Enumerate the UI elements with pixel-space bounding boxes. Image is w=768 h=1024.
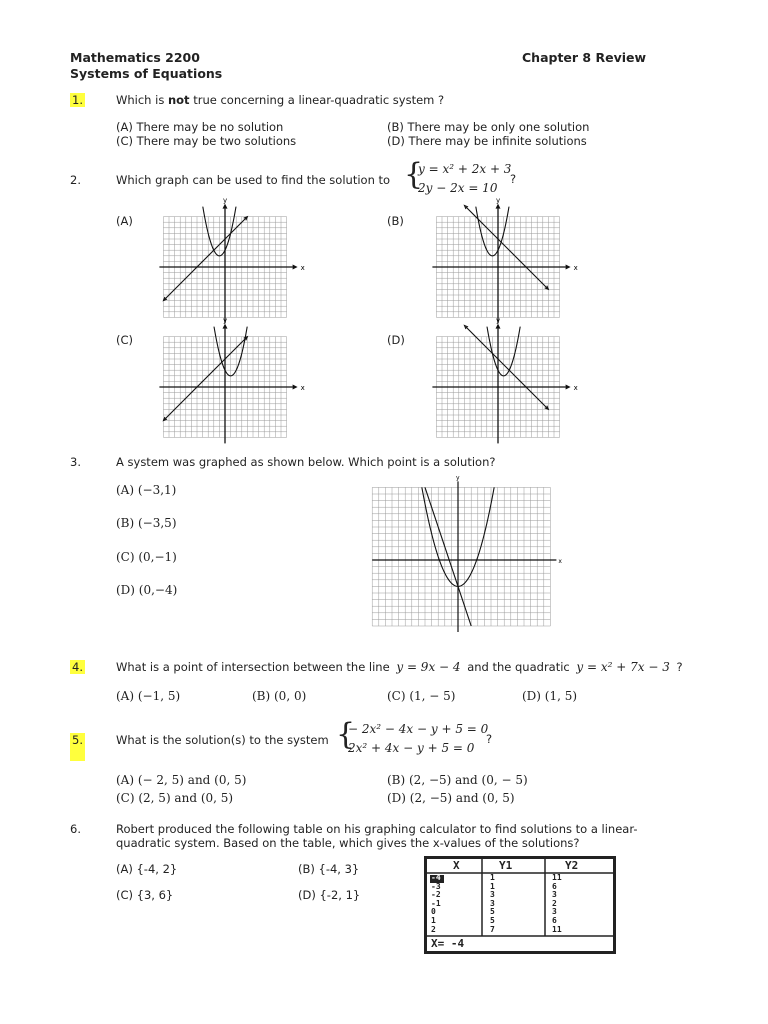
q5-option-c: (C) (2, 5) and (0, 5) [116,791,234,805]
q5-equation-1: − 2x² − 4x − y + 5 = 0 [348,722,489,736]
q3-number: 3. [70,455,81,469]
table-cell-y1: 1 [490,881,495,891]
table-cell-y1: 5 [490,915,495,925]
x-axis-label: x [573,384,578,392]
q1-text: Which is not true concerning a linear-quadratic system ? [116,93,445,107]
q2-label-a: (A) [116,214,133,228]
linear-line [163,337,247,421]
q1-option-b: (B) There may be only one solution [387,120,590,134]
x-axis-label: x [300,264,305,272]
y-axis-label: y [456,474,460,482]
q6-text-line-1: Robert produced the following table on his graphing calculator to find solutions to a linear- [116,822,638,836]
q4-quadratic-equation: y = x² + 7x − 3 [576,660,670,674]
q2-equation-2: 2y − 2x = 10 [418,181,498,195]
q5-option-b: (B) (2, −5) and (0, − 5) [387,773,528,787]
x-axis-label: x [573,264,578,272]
q1-option-a: (A) There may be no solution [116,120,284,134]
q5-text: What is the solution(s) to the system [116,733,329,747]
table-cell-y2: 11 [552,873,562,882]
linear-line [464,325,548,409]
q2-graph-d [428,316,578,445]
q2-brace: { [404,157,424,192]
q4-option-a: (A) (−1, 5) [116,689,181,703]
table-column-y2 [552,874,562,934]
q3-option-d: (D) (0,−4) [116,583,178,597]
q6-number: 6. [70,822,81,836]
table-cell-y1: 7 [490,924,495,934]
q5-qmark: ? [486,732,493,746]
q5-brace: { [336,717,356,752]
table-cell-y2: 11 [552,924,562,934]
q4-number: 4. [72,660,83,674]
q1-option-d: (D) There may be infinite solutions [387,134,587,148]
table-cell-x: -1 [431,898,441,908]
y-axis-label: y [496,316,501,325]
table-cell-y1: 3 [490,898,495,908]
table-cell-x: -4 [431,873,441,882]
y-axis-label: y [223,316,228,325]
x-axis-label: x [300,384,305,392]
q3-option-b: (B) (−3,5) [116,516,177,530]
linear-line [163,217,247,301]
table-header-y2: Y2 [565,859,579,872]
table-cell-x: -2 [431,890,441,900]
table-cell-y2: 2 [552,898,557,908]
calculator-table [424,856,616,954]
table-header-y1: Y1 [499,859,513,872]
q2-qmark: ? [510,172,517,186]
q2-graph-a [155,196,305,325]
table-column-x [431,874,441,934]
q2-label-b: (B) [387,214,404,228]
q2-graph-c [155,316,305,445]
x-axis-arrow [566,385,571,390]
q2-label-d: (D) [387,333,405,347]
q4-option-d: (D) (1, 5) [522,689,578,703]
course-title: Mathematics 2200 [70,50,200,65]
q6-option-c: (C) {3, 6} [116,888,174,902]
q2-label-c: (C) [116,333,134,347]
table-cell-y1: 1 [490,873,495,882]
x-axis-arrow [293,265,298,270]
table-cell-y1: 5 [490,907,495,917]
q2-graph-b [428,196,578,325]
x-axis-arrow [293,385,298,390]
q3-option-a: (A) (−3,1) [116,483,177,497]
table-cell-x: 0 [431,907,436,917]
table-cell-x: 2 [431,924,436,934]
table-cell-x: -3 [431,881,441,891]
q4-option-b: (B) (0, 0) [252,689,307,703]
q1-number: 1. [72,93,83,107]
y-axis-label: y [496,196,501,205]
q3-graph [365,475,565,640]
q1-option-c: (C) There may be two solutions [116,134,297,148]
q6-option-b: (B) {-4, 3} [298,862,360,876]
q3-text: A system was graphed as shown below. Which point is a solution? [116,455,496,469]
q6-text-line-2: quadratic system. Based on the table, which gives the x-values of the solutions? [116,836,580,850]
q6-option-a: (A) {-4, 2} [116,862,178,876]
q4-line-equation: y = 9x − 4 [396,660,461,674]
table-cell-y1: 3 [490,890,495,900]
unit-title: Systems of Equations [70,66,223,81]
q4-text: What is a point of intersection between the line y = 9x − 4 and the quadratic y = x² + 7x − 3 ? [116,660,683,674]
y-axis-label: y [223,196,228,205]
table-cell-y2: 6 [552,915,557,925]
chapter-title: Chapter 8 Review [522,50,647,65]
table-cell-y2: 3 [552,890,557,900]
q2-text: Which graph can be used to find the solution to [116,173,391,187]
table-footer: X= -4 [431,937,465,950]
q2-number: 2. [70,173,81,187]
table-column-y1 [490,874,495,934]
q4-option-c: (C) (1, − 5) [387,689,456,703]
q5-option-a: (A) (− 2, 5) and (0, 5) [116,773,247,787]
q5-option-d: (D) (2, −5) and (0, 5) [387,791,515,805]
table-cell-x: 1 [431,915,436,925]
q3-option-c: (C) (0,−1) [116,550,177,564]
table-cell-y2: 6 [552,881,557,891]
x-axis-label: x [558,558,562,565]
q2-equation-1: y = x² + 2x + 3 [418,162,512,176]
q5-number: 5. [70,733,85,761]
x-axis-arrow [566,265,571,270]
table-header-x: X [453,859,460,872]
q5-equation-2: 2x² + 4x − y + 5 = 0 [348,741,475,755]
q6-option-d: (D) {-2, 1} [298,888,361,902]
table-cell-y2: 3 [552,907,557,917]
